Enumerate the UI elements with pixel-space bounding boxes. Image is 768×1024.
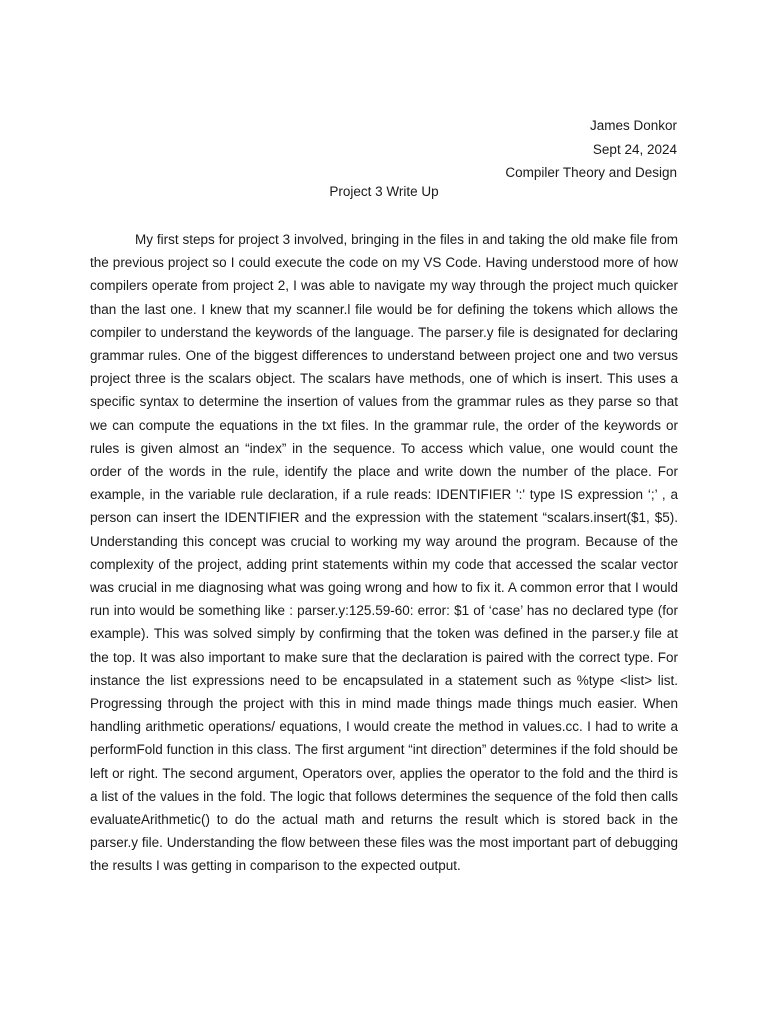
document-header <box>505 114 677 185</box>
body-paragraph: My first steps for project 3 involved, bringing in the files in and taking the old make file from the previous project so I could execute the code on my VS Code. Having understood more of how compilers operate from project 2, I was able to navigate my way through the project much quicker than the last one. I knew that my scanner.l file would be for defining the tokens which allows the compiler to understand the keywords of the language. The parser.y file is designated for declaring grammar rules. One of the biggest differences to understand between project one and two versus project three is the scalars object. The scalars have methods, one of which is insert. This uses a specific syntax to determine the insertion of values from the grammar rules as they parse so that we can compute the equations in the txt files. In the grammar rule, the order of the keywords or rules is given almost an “index” in the sequence. To access which value, one would count the order of the words in the rule, identify the place and write down the number of the place. For example, in the variable rule declaration, if a rule reads: IDENTIFIER ':' type IS expression ‘;’ , a person can insert the IDENTIFIER and the expression with the statement “scalars.insert($1, $5). Understanding this concept was crucial to working my way around the program. Because of the complexity of the project, adding print statements within my code that accessed the scalar vector was crucial in me diagnosing what was going wrong and how to fix it. A common error that I would run into would be something like : parser.y:125.59-60: error: $1 of ‘case’ has no declared type (for example). This was solved simply by confirming that the token was defined in the parser.y file at the top. It was also important to make sure that the declaration is paired with the correct type. For instance the list expressions need to be encapsulated in a statement such as %type <list> list. Progressing through the project with this in mind made things made things much easier. When handling arithmetic operations/ equations, I would create the method in values.cc. I had to write a performFold function in this class. The first argument “int direction” determines if the fold should be left or right. The second argument, Operators over, applies the operator to the fold and the third is a list of the values in the fold. The logic that follows determines the sequence of the fold then calls evaluateArithmetic() to do the actual math and returns the result which is stored back in the parser.y file. Understanding the flow between these files was the most important part of debugging the results I was getting in comparison to the expected output. <box>90 232 678 874</box>
author-name: James Donkor <box>589 118 677 133</box>
document-title: Project 3 Write Up <box>329 184 439 199</box>
document-date: Sept 24, 2024 <box>592 141 677 157</box>
course-name: Compiler Theory and Design <box>505 165 677 180</box>
